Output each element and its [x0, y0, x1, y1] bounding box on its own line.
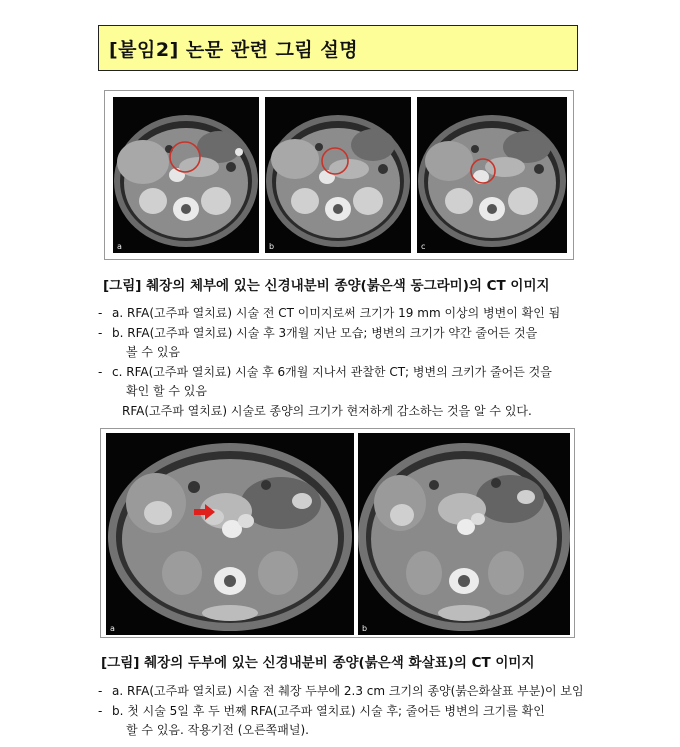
ct-scan-graphic [358, 433, 570, 635]
ct-scan-graphic [106, 433, 354, 635]
list-item-text: c. RFA(고주파 열치료) 시술 후 6개월 지나서 관찰한 CT; 병변의 크키가 줄어든 것을 [112, 364, 552, 379]
list-item-text: a. RFA(고주파 열치료) 시술 전 췌장 두부에 2.3 cm 크기의 종양(붉은화살표 부분)이 보임 [112, 684, 584, 698]
ct-image-a [106, 433, 354, 635]
list-item-text: b. RFA(고주파 열치료) 시술 후 3개월 지난 모습; 병변의 크기가 약간 줄어든 것을 [112, 325, 538, 340]
list-item [98, 324, 588, 363]
summary-text: RFA(고주파 열치료) 시술로 종양의 크기가 현저하게 감소하는 것을 알 수 있다. [122, 403, 532, 418]
figure-description-list [98, 304, 588, 421]
list-item-text: b. 첫 시술 5일 후 두 번째 RFA(고주파 열치료) 시술 후; 줄어든 병변의 크기를 확인 [112, 703, 545, 718]
figure-caption-head: [그림] 췌장의 두부에 있는 신경내분비 종양(붉은색 화살표)의 CT 이미지 [101, 655, 535, 671]
ct-image-b [358, 433, 570, 635]
figure-description-list [98, 682, 588, 741]
ct-image-c [417, 97, 567, 253]
panel-label: b [269, 242, 275, 251]
ct-scan-graphic [265, 97, 411, 253]
list-bullet: - [98, 306, 103, 320]
list-item-continuation: 볼 수 있음 [126, 345, 180, 359]
ct-figure-head [100, 428, 575, 638]
list-item [98, 363, 588, 402]
list-item [98, 304, 588, 324]
list-item-text: a. RFA(고주파 열치료) 시술 전 CT 이미지로써 크기가 19 mm 이상의 병변이 확인 됨 [112, 306, 561, 320]
list-item [98, 702, 588, 741]
list-bullet: - [98, 325, 103, 340]
list-item-continuation: 할 수 있음. 작용기전 (오른쪽패널). [126, 723, 309, 737]
list-bullet: - [98, 364, 103, 379]
ct-figure-body [104, 90, 574, 260]
figure-caption-body: [그림] 췌장의 체부에 있는 신경내분비 종양(붉은색 동그라미)의 CT 이미지 [103, 278, 550, 294]
document-title: [붙임2] 논문 관련 그림 설명 [98, 25, 578, 71]
list-item [98, 682, 588, 702]
panel-label: b [362, 624, 368, 633]
list-bullet: - [98, 703, 103, 718]
list-bullet: - [98, 684, 103, 698]
ct-image-a [113, 97, 259, 253]
panel-label: a [117, 242, 122, 251]
ct-image-b [265, 97, 411, 253]
panel-label: c [421, 242, 426, 251]
ct-scan-graphic [113, 97, 259, 253]
ct-scan-graphic [417, 97, 567, 253]
list-item-continuation: 확인 할 수 있음 [126, 384, 207, 398]
panel-label: a [110, 624, 115, 633]
